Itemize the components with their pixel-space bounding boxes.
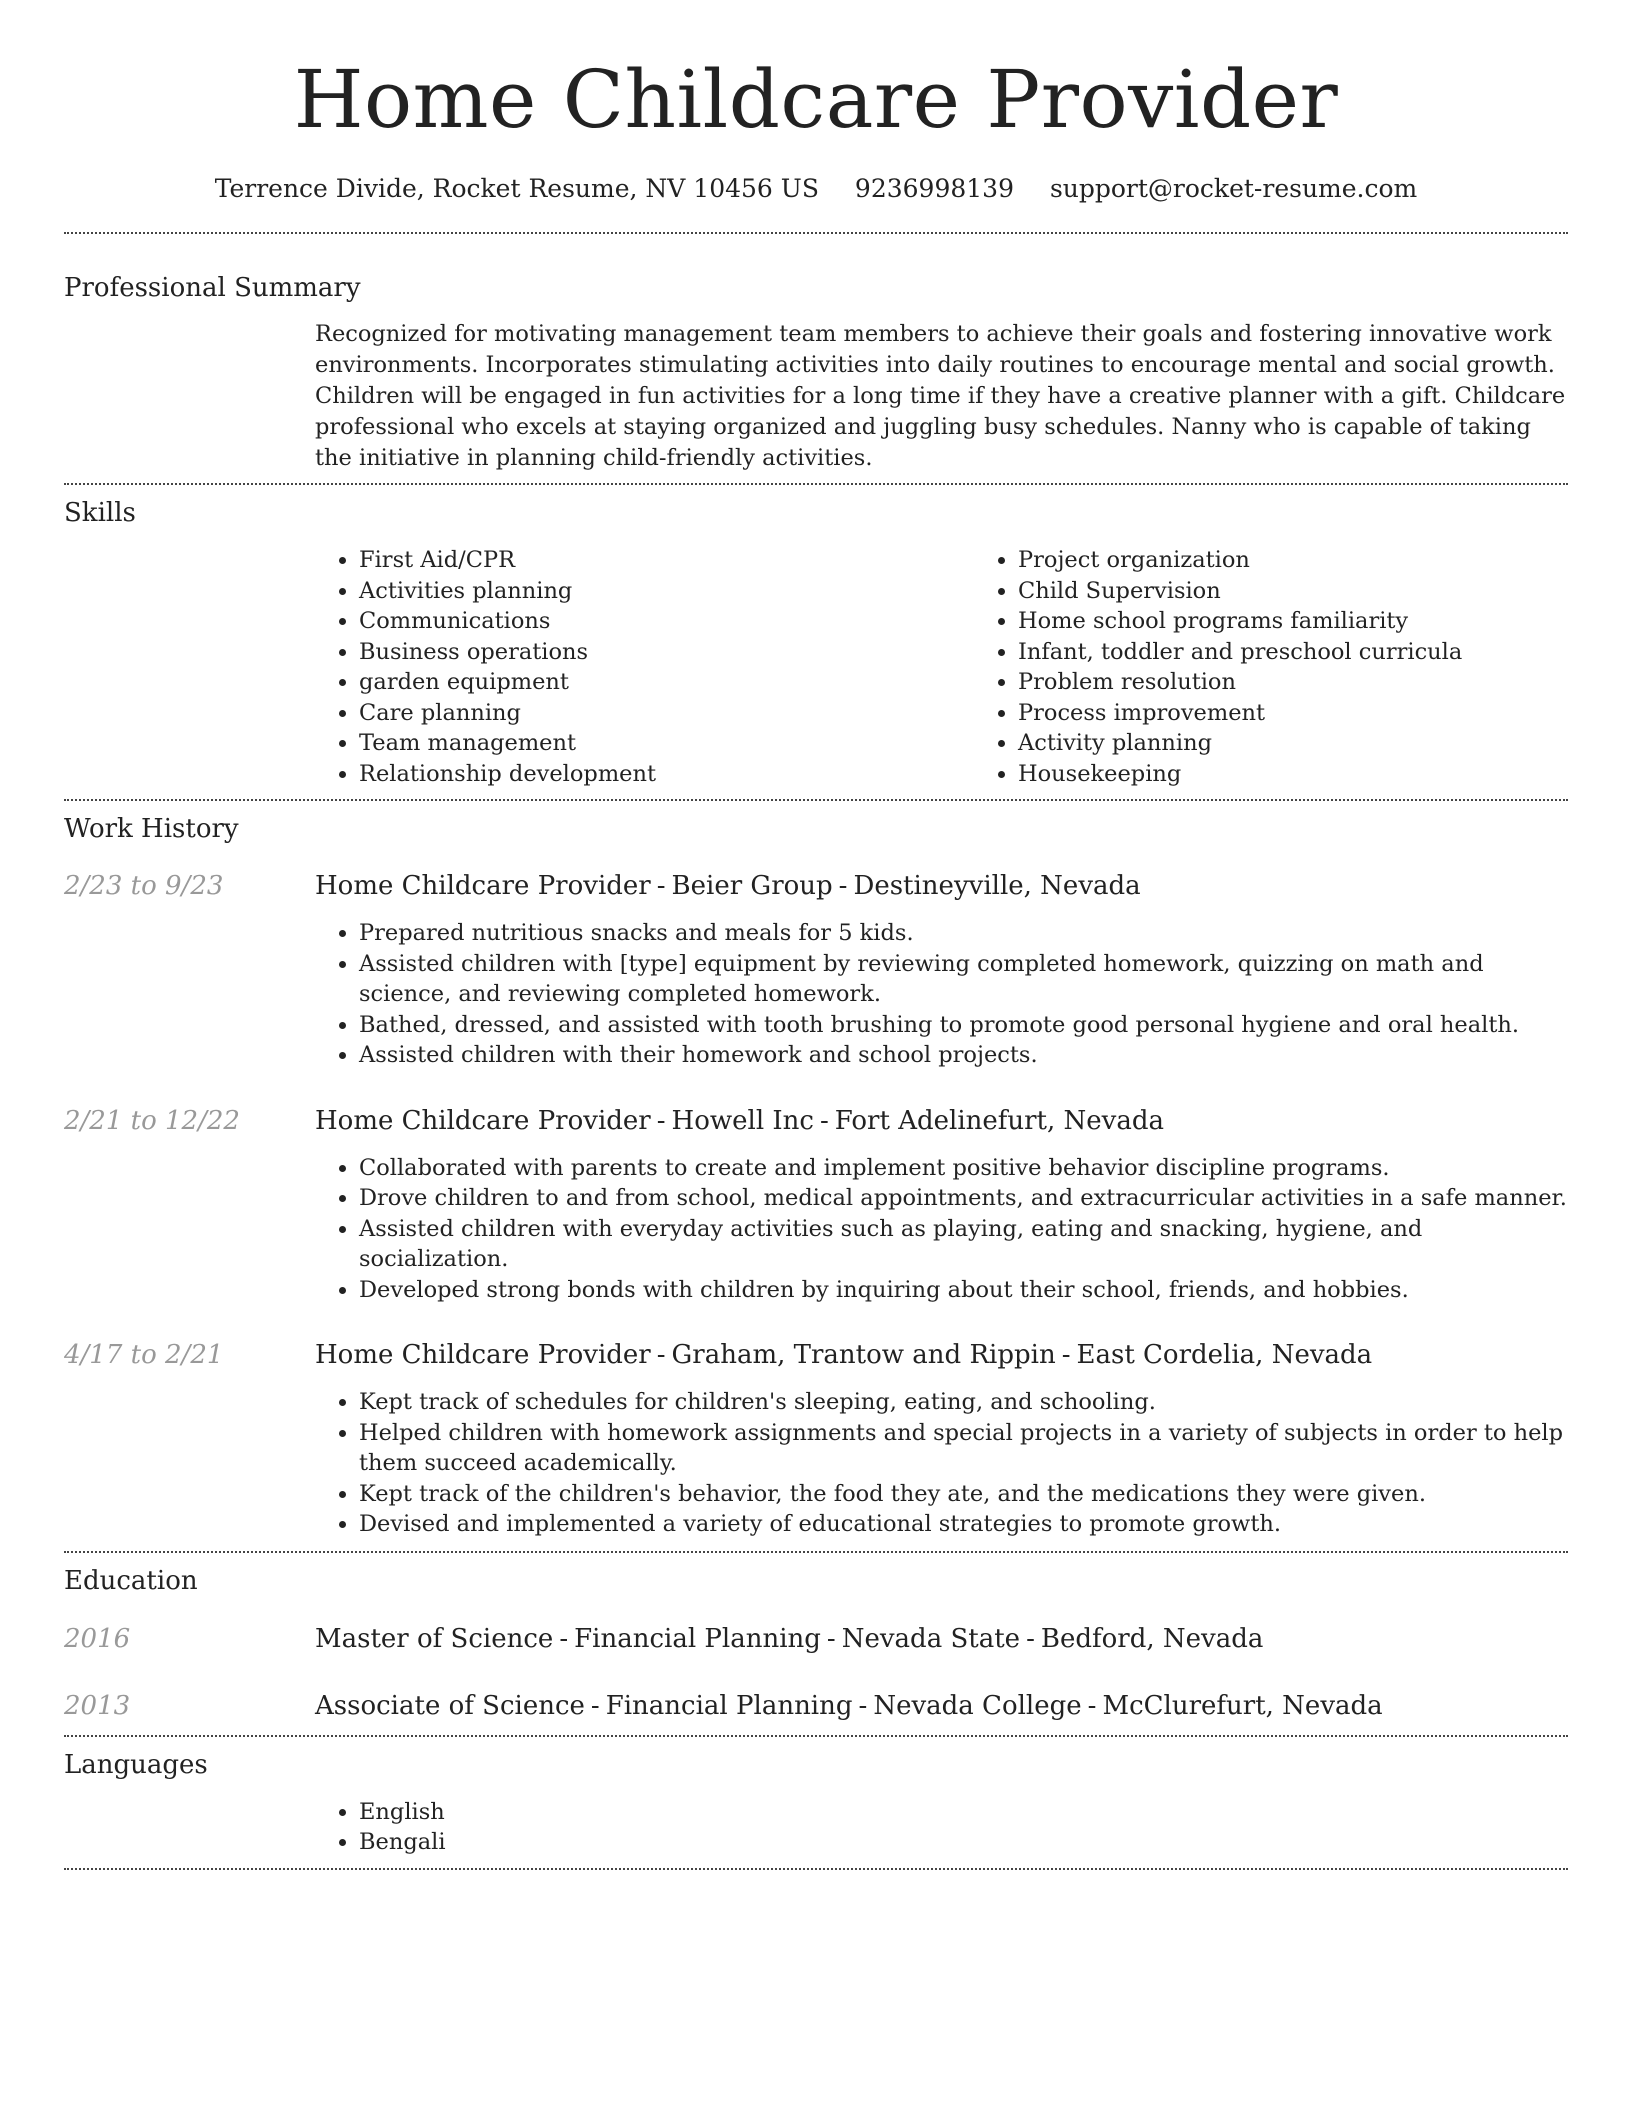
skill-item: • Project organization [1018,545,1632,576]
skill-item: • Home school programs familiarity [1018,606,1632,637]
education-heading [315,1689,1568,1723]
job-bullets [315,1387,1568,1540]
divider [64,1868,1568,1870]
job-dates: 2/23 to 9/23 [64,871,224,901]
skill-item: • Activities planning [359,576,974,607]
work-section [64,801,1568,1540]
job-bullets [315,918,1568,1071]
job-location: East Cordelia, Nevada [1076,1340,1373,1370]
separator: - [1026,1623,1035,1654]
education-school: Nevada College [873,1690,1082,1721]
section-title-languages: Languages [64,1749,208,1780]
education-entry [64,1689,1568,1723]
education-section [64,1553,1568,1723]
separator: - [819,1105,829,1136]
education-year: 2013 [64,1690,131,1721]
skill-item: • First Aid/CPR [359,545,974,576]
job-entry [64,1338,1568,1540]
job-bullet: • Assisted children with [type] equipment by reviewing completed homework, quizzing on math and science, and reviewing completed homework. [359,949,1568,1010]
separator: - [838,871,848,901]
education-year: 2016 [64,1623,131,1654]
job-bullet: • Collaborated with parents to create and implement positive behavior discipline programs. [359,1153,1568,1184]
section-title-skills: Skills [64,498,136,528]
separator: - [1061,1340,1071,1370]
skill-item: • Care planning [359,698,974,729]
separator: - [826,1623,836,1654]
skill-item: • Activity planning [1018,728,1632,759]
job-location: Fort Adelinefurt, Nevada [834,1105,1165,1136]
resume-title: Home Childcare Provider [293,53,1339,146]
job-heading [315,1104,1568,1138]
education-heading [315,1622,1568,1656]
skill-item: • Housekeeping [1018,759,1632,790]
job-dates: 4/17 to 2/21 [64,1340,224,1370]
job-bullet: • Kept track of schedules for children's sleeping, eating, and schooling. [359,1387,1568,1418]
job-bullet: • Kept track of the children's behavior, the food they ate, and the medications they were given. [359,1479,1568,1510]
languages-section [64,1737,1568,1858]
separator: - [1087,1690,1097,1721]
job-entry [64,1104,1568,1306]
education-entry [64,1622,1568,1656]
education-field: Financial Planning [574,1623,821,1654]
skill-item: • Infant, toddler and preschool curricula [1018,637,1632,668]
job-title: Home Childcare Provider [315,1105,651,1136]
skills-section [64,485,1568,789]
skill-item: • Business operations [359,637,974,668]
job-title: Home Childcare Provider [315,1340,651,1370]
skill-item: • Process improvement [1018,698,1632,729]
contact-email: support@rocket-resume.com [1049,174,1418,203]
language-item: • English [359,1797,1568,1828]
job-bullet: • Helped children with homework assignments and special projects in a variety of subjects in order to help them succeed academically. [359,1418,1568,1479]
job-company: Howell Inc [671,1105,814,1136]
section-title-summary: Professional Summary [64,273,361,303]
separator: - [559,1623,569,1654]
job-bullet: • Drove children to and from school, medical appointments, and extracurricular activities in a safe manner. [359,1183,1568,1214]
skill-item: • Problem resolution [1018,667,1632,698]
language-item: • Bengali [359,1827,1568,1858]
education-degree: Master of Science [315,1623,554,1654]
job-dates: 2/21 to 12/22 [64,1105,240,1136]
contact-address: Terrence Divide, Rocket Resume, NV 10456 US [214,174,819,203]
job-bullet: • Bathed, dressed, and assisted with tooth brushing to promote good personal hygiene and oral health. [359,1010,1568,1041]
skill-item: • Relationship development [359,759,974,790]
summary-text: Recognized for motivating management team members to achieve their goals and fostering innovative work environments. Incorporates stimulating activities into daily routines to encourage mental and social growth. Children will be engaged in fun activities for a long time if they have a creative planner with a gift. Childcare professional who excels at staying organized and juggling busy schedules. Nanny who is capable of taking the initiative in planning child-friendly activities. [315,321,1566,471]
summary-section [64,234,1568,474]
separator: - [656,1105,666,1136]
job-bullets [315,1153,1568,1306]
contact-line [64,172,1568,206]
job-location: Destineyville, Nevada [853,871,1141,901]
skill-item: • Team management [359,728,974,759]
job-company: Beier Group [671,871,833,901]
separator: - [858,1690,868,1721]
contact-phone: 9236998139 [854,174,1014,203]
section-title-work: Work History [64,814,239,844]
skill-item: • Communications [359,606,974,637]
job-bullet: • Assisted children with their homework and school projects. [359,1040,1568,1071]
education-location: Bedford, Nevada [1040,1623,1264,1654]
separator: - [656,871,666,901]
skill-item: • garden equipment [359,667,974,698]
job-company: Graham, Trantow and Rippin [671,1340,1056,1370]
job-bullet: • Devised and implemented a variety of educational strategies to promote growth. [359,1509,1568,1540]
section-title-education: Education [64,1565,198,1596]
job-title: Home Childcare Provider [315,871,651,901]
education-school: Nevada State [841,1623,1021,1654]
skills-list-left [315,545,974,789]
job-bullet: • Developed strong bonds with children by inquiring about their school, friends, and hobbies. [359,1275,1568,1306]
education-field: Financial Planning [605,1690,853,1721]
job-bullet: • Assisted children with everyday activities such as playing, eating and snacking, hygiene, and socialization. [359,1214,1568,1275]
separator: - [656,1340,666,1370]
education-degree: Associate of Science [315,1690,585,1721]
education-location: McClurefurt, Nevada [1102,1690,1383,1721]
separator: - [590,1690,600,1721]
job-heading [315,869,1568,903]
job-heading [315,1338,1568,1372]
languages-list [315,1797,1568,1858]
skill-item: • Child Supervision [1018,576,1632,607]
job-bullet: • Prepared nutritious snacks and meals for 5 kids. [359,918,1568,949]
job-entry [64,869,1568,1071]
skills-list-right [974,545,1632,789]
